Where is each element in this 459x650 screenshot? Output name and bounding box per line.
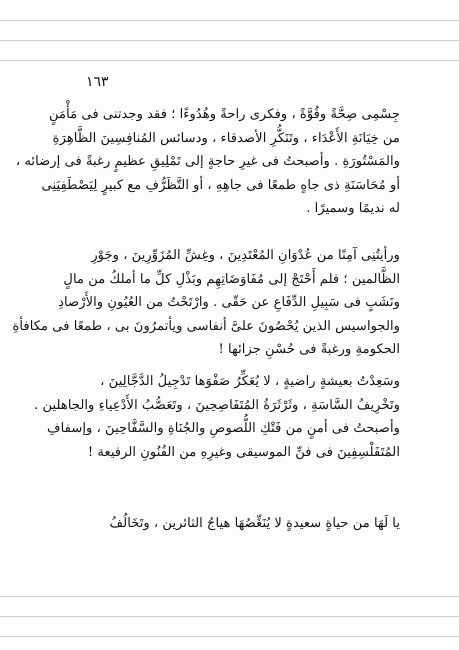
page-number: ١٦٣ xyxy=(86,74,109,90)
text-line: وأصبحتُ فى أمنٍ من فَتْكِ اللُّصوصِ والجُنَاةِ والسَّفَّاحِينَ ، وإسفافِ xyxy=(46,421,400,436)
text-line: أو مُحَاسَنَةِ ذى جاهٍ طمعًا فى جاهِهِ ، أو التَّظَرُّفِ مع كبيرٍ لِيَصْطَفِيَنِى xyxy=(41,177,400,193)
text-line: ورأيتُنِى آمِنًا من عُدْوَانِ المُعْتَدِينَ ، وغِشِّ المُزَوِّرِينَ ، وجَوْرِ xyxy=(91,248,400,263)
paragraph xyxy=(12,244,400,362)
text-line: وتَخْرِيفُ السَّاسَةِ ، وثَرْثَرَةُ المُتَفَاصِحِينَ ، وتَعَصُّبُ الأَدْعِياءِ والجاهلين . xyxy=(34,397,400,413)
text-line: الظَّالمين ؛ فلم أَحْتَجْ إلى مُفَاوَضَاتِهِم وبَذْلِ كلِّ ما أملكُ من مالٍ xyxy=(63,271,400,287)
text-line: المُتَفَلْسِفِينَ فى فنِّ الموسيقى وغيرِهِ من الفُنُونِ الرفيعة ! xyxy=(87,444,400,460)
divider xyxy=(0,60,459,61)
paragraph xyxy=(34,370,400,464)
divider xyxy=(0,616,459,617)
text-line: يا لَهَا من حياةٍ سعيدةٍ لا يُنَغِّصُهَا هياجُ الثائرين ، وتَخَالُفُ xyxy=(109,516,400,531)
paragraph xyxy=(15,103,400,221)
text-line: الحكومةِ ورغبةً فى حُسْنِ جزائها ! xyxy=(218,342,400,357)
text-line: والمَسْتُورَةِ . وأصبحتُ فى غيرِ حاجةٍ إلى تَمْلِيقِ عظيمٍ رغبةً فى إرضائه ، xyxy=(15,154,400,169)
text-line: جِسْمِى صِحَّةً وقُوَّةً ، وفكرى راحةً وهُدُوءًا ؛ فقد وجدتنى فى مَأْمَنٍ xyxy=(48,107,400,122)
divider xyxy=(0,636,459,637)
divider xyxy=(0,20,459,21)
text-line: والجواسيس الذين يُحْصُونَ علىَّ أنفاسى ويأتمرُونَ بى ، طمعًا فى مكافأةِ xyxy=(12,318,400,334)
text-line: ونَشَبٍ فى سَبِيلِ الدِّفَاعِ عن حَقّى . وارْتَحْتُ من العُيُونِ والأَرْصادِ xyxy=(58,295,400,310)
divider xyxy=(0,40,459,41)
text-line: له نديمًا وسميرًا . xyxy=(306,201,400,216)
paragraph xyxy=(52,512,400,536)
text-line: وسَعِدْتُ بعيشةٍ راضيةٍ ، لا يُعَكِّرُ صَفْوَها تَدْجِيلُ الدَّجَّالِينَ ، xyxy=(100,374,400,389)
divider xyxy=(0,596,459,597)
text-line: من خِيَانَةِ الأَعْدَاء ، وتَنَكُّرِ الأصدقاء ، ودسائس المُنافِسِينَ الظَّاهِرَةِ xyxy=(52,130,400,146)
